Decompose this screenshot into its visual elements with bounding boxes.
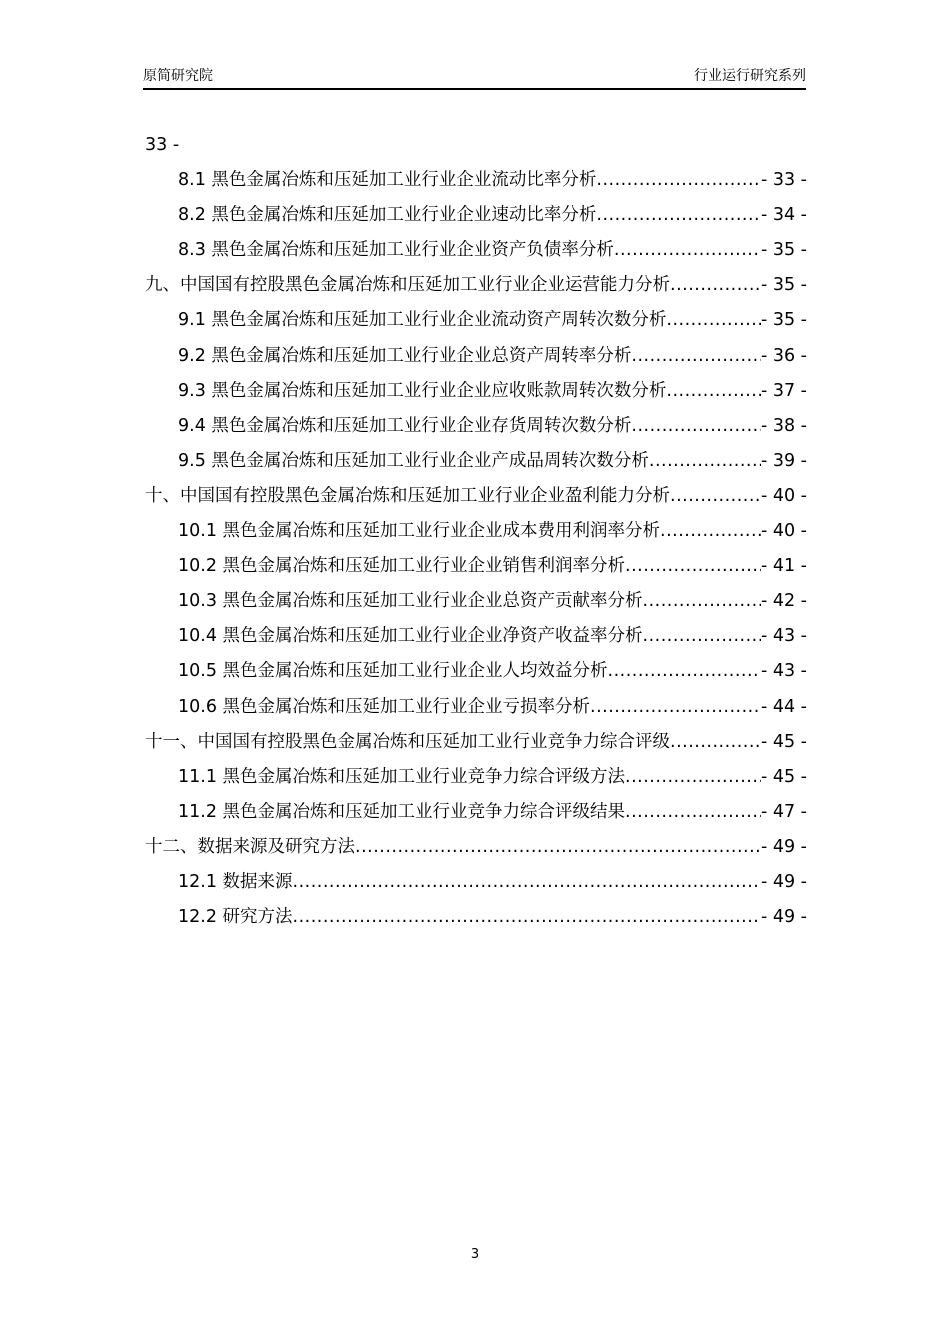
toc-entry-page: - 37 - [760,380,807,401]
toc-entry-title: 10.2 黑色金属冶炼和压延加工业行业企业销售利润率分析 [178,556,626,577]
toc-entry-page: - 45 - [760,766,807,787]
toc-entry[interactable] [145,233,807,268]
toc-entry-title: 10.4 黑色金属冶炼和压延加工业行业企业净资产收益率分析 [178,626,643,647]
toc-entry-page: - 39 - [760,450,807,471]
toc-entry[interactable] [145,268,807,303]
header-right: 行业运行研究系列 [694,68,806,84]
toc-leader-dots [614,233,761,268]
toc-entry-title: 9.2 黑色金属冶炼和压延加工业行业企业总资产周转率分析 [178,345,632,366]
toc-entry-page: - 35 - [760,275,807,296]
toc-entry-title: 11.1 黑色金属冶炼和压延加工业行业竞争力综合评级方法 [178,766,626,787]
toc-leader-dots [596,198,761,233]
toc-entry-page: - 45 - [760,731,807,752]
toc-entry-page: - 34 - [760,205,807,226]
toc-entry[interactable] [145,865,807,900]
toc-leader-dots [643,619,761,654]
toc-entry[interactable] [145,303,807,338]
toc-entry[interactable] [145,584,807,619]
toc-leader-dots [596,163,761,198]
toc-entry-title: 十二、数据来源及研究方法 [145,836,355,857]
toc-entry[interactable] [145,690,807,725]
toc-entry-page: - 49 - [760,871,807,892]
toc-entry-title: 8.1 黑色金属冶炼和压延加工业行业企业流动比率分析 [178,170,597,191]
toc-entry-title: 12.2 研究方法 [178,907,293,928]
toc-entry[interactable] [145,900,807,935]
toc-entry[interactable] [145,409,807,444]
toc-entry-page: - 38 - [760,415,807,436]
toc-entry-title: 12.1 数据来源 [178,871,293,892]
toc-entry[interactable] [145,795,807,830]
toc-leader-dots [625,549,761,584]
toc-entry-page: - 44 - [760,696,807,717]
toc-leader-dots [631,339,761,374]
toc-entry-page: - 43 - [760,661,807,682]
toc-entry-title: 10.1 黑色金属冶炼和压延加工业行业企业成本费用利润率分析 [178,521,661,542]
toc-leader-dots [590,690,761,725]
toc-leader-dots [631,409,761,444]
toc-entry-page: - 40 - [760,485,807,506]
toc-leader-dots [660,514,761,549]
toc-entry-title: 9.4 黑色金属冶炼和压延加工业行业企业存货周转次数分析 [178,415,632,436]
page-header [143,64,806,90]
toc-entry[interactable] [145,830,807,865]
toc-leader-dots [670,479,761,514]
toc-entry[interactable] [145,549,807,584]
toc-entry-title: 九、中国国有控股黑色金属冶炼和压延加工业行业企业运营能力分析 [145,275,670,296]
toc-leader-dots [670,725,761,760]
toc-entry[interactable] [145,760,807,795]
toc-entry-page: - 41 - [760,556,807,577]
toc-leader-dots [625,795,761,830]
toc-leader-dots [625,760,761,795]
toc-entry-page: - 47 - [760,801,807,822]
toc-entry[interactable] [145,654,807,689]
toc-leader-dots [670,268,761,303]
toc-entry-title: 11.2 黑色金属冶炼和压延加工业行业竞争力综合评级结果 [178,801,626,822]
toc-entry[interactable] [145,163,807,198]
toc-entry-page: - 33 - [760,170,807,191]
toc-leader-dots [666,374,761,409]
toc-entry-title: 10.6 黑色金属冶炼和压延加工业行业企业亏损率分析 [178,696,591,717]
toc-entry-page: - 49 - [760,836,807,857]
toc-entry-title: 8.2 黑色金属冶炼和压延加工业行业企业速动比率分析 [178,205,597,226]
toc-entry-page: - 42 - [760,591,807,612]
toc-entry-title: 10.3 黑色金属冶炼和压延加工业行业企业总资产贡献率分析 [178,591,643,612]
page-number: 3 [470,1247,480,1262]
toc-entry-title: 十一、中国国有控股黑色金属冶炼和压延加工业行业竞争力综合评级 [145,731,670,752]
toc-leader-dots [649,444,761,479]
toc-entry[interactable] [145,479,807,514]
toc-entry-page: - 35 - [760,310,807,331]
toc-leader-dots [666,303,761,338]
toc-leader-dots [293,865,761,900]
toc-entry[interactable] [145,374,807,409]
toc-entry[interactable] [145,725,807,760]
toc-leader-dots [293,900,761,935]
toc-leader-dots [355,830,761,865]
toc-entry-page: - 40 - [760,521,807,542]
toc-leader-dots [643,584,761,619]
toc-entry-title: 10.5 黑色金属冶炼和压延加工业行业企业人均效益分析 [178,661,608,682]
toc-entry-title: 9.3 黑色金属冶炼和压延加工业行业企业应收账款周转次数分析 [178,380,667,401]
toc-entry-title: 9.1 黑色金属冶炼和压延加工业行业企业流动资产周转次数分析 [178,310,667,331]
toc-entry[interactable] [145,198,807,233]
toc-entry[interactable] [145,619,807,654]
toc-leader-dots [608,654,761,689]
toc-entry-title: 9.5 黑色金属冶炼和压延加工业行业企业产成品周转次数分析 [178,450,649,471]
toc-entry[interactable] [145,339,807,374]
toc-entry-page: - 35 - [760,240,807,261]
toc-entry-page: - 49 - [760,907,807,928]
toc-entry-page: - 36 - [760,345,807,366]
toc-entry[interactable] [145,444,807,479]
toc-entry[interactable] [145,514,807,549]
header-left: 原简研究院 [143,68,213,84]
toc-entry-page: - 43 - [760,626,807,647]
toc-continuation: 33 - [145,135,180,155]
toc-entry-title: 十、中国国有控股黑色金属冶炼和压延加工业行业企业盈利能力分析 [145,485,670,506]
table-of-contents [145,128,807,935]
toc-entry-title: 8.3 黑色金属冶炼和压延加工业行业企业资产负债率分析 [178,240,614,261]
